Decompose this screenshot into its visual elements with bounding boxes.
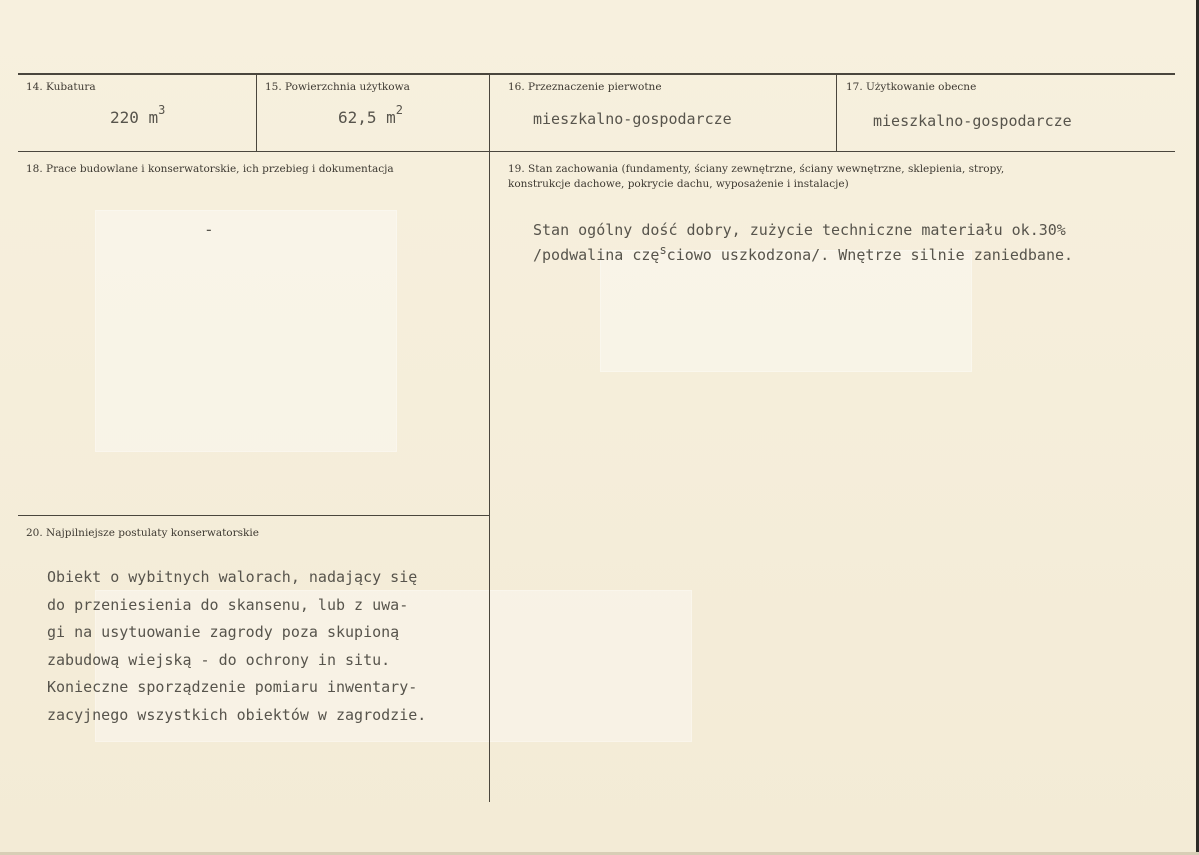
stan-label-line1: 19. Stan zachowania (fundamenty, ściany zewnętrzne, ściany wewnętrzne, sklepienia, stropy, xyxy=(508,163,1005,175)
kubatura-value: 220 $m^3$ xyxy=(110,103,166,127)
column-divider-main xyxy=(489,74,490,802)
prace-value: - xyxy=(204,220,214,239)
column-divider xyxy=(256,74,257,152)
uzytkowanie-value: mieszkalno-gospodarcze xyxy=(873,112,1072,130)
paper-watermark xyxy=(95,210,397,452)
postulaty-line: zabudową wiejską - do ochrony in situ. xyxy=(47,650,391,669)
postulaty-line: do przeniesienia do skansenu, lub z uwa- xyxy=(47,595,409,614)
paper-watermark xyxy=(600,250,972,372)
postulaty-text xyxy=(47,564,426,729)
powierzchnia-label: 15. Powierzchnia użytkowa xyxy=(265,81,410,93)
header-row-rule xyxy=(18,151,1175,152)
column-divider xyxy=(836,74,837,152)
przeznaczenie-value: mieszkalno-gospodarcze xyxy=(533,110,732,128)
prace-label: 18. Prace budowlane i konserwatorskie, ich przebieg i dokumentacja xyxy=(26,163,394,175)
postulaty-line: Obiekt o wybitnych walorach, nadający się xyxy=(47,568,418,586)
stan-label-line2: konstrukcje dachowe, pokrycie dachu, wyposażenie i instalacje) xyxy=(508,178,849,190)
postulaty-line: zacyjnego wszystkich obiektów w zagrodzie. xyxy=(47,705,427,724)
postulaty-line: Konieczne sporządzenie pomiaru inwentary- xyxy=(47,678,418,696)
top-rule xyxy=(18,73,1175,75)
stan-text-line2: /podwalina czę$^s$ciowo uszkodzona/. Wnętrze silnie zaniedbane. xyxy=(533,243,1074,264)
uzytkowanie-label: 17. Użytkowanie obecne xyxy=(846,81,977,93)
przeznaczenie-label: 16. Przeznaczenie pierwotne xyxy=(508,81,662,93)
powierzchnia-value: 62,5 $m^2$ xyxy=(338,103,404,127)
postulaty-line: gi na usytuowanie zagrody poza skupioną xyxy=(47,623,400,641)
left-section-rule xyxy=(18,515,490,516)
stan-text-line1: Stan ogólny dość dobry, zużycie techniczne materiału ok.30% xyxy=(533,221,1066,239)
postulaty-label: 20. Najpilniejsze postulaty konserwatorskie xyxy=(26,527,259,539)
kubatura-label: 14. Kubatura xyxy=(26,81,96,93)
